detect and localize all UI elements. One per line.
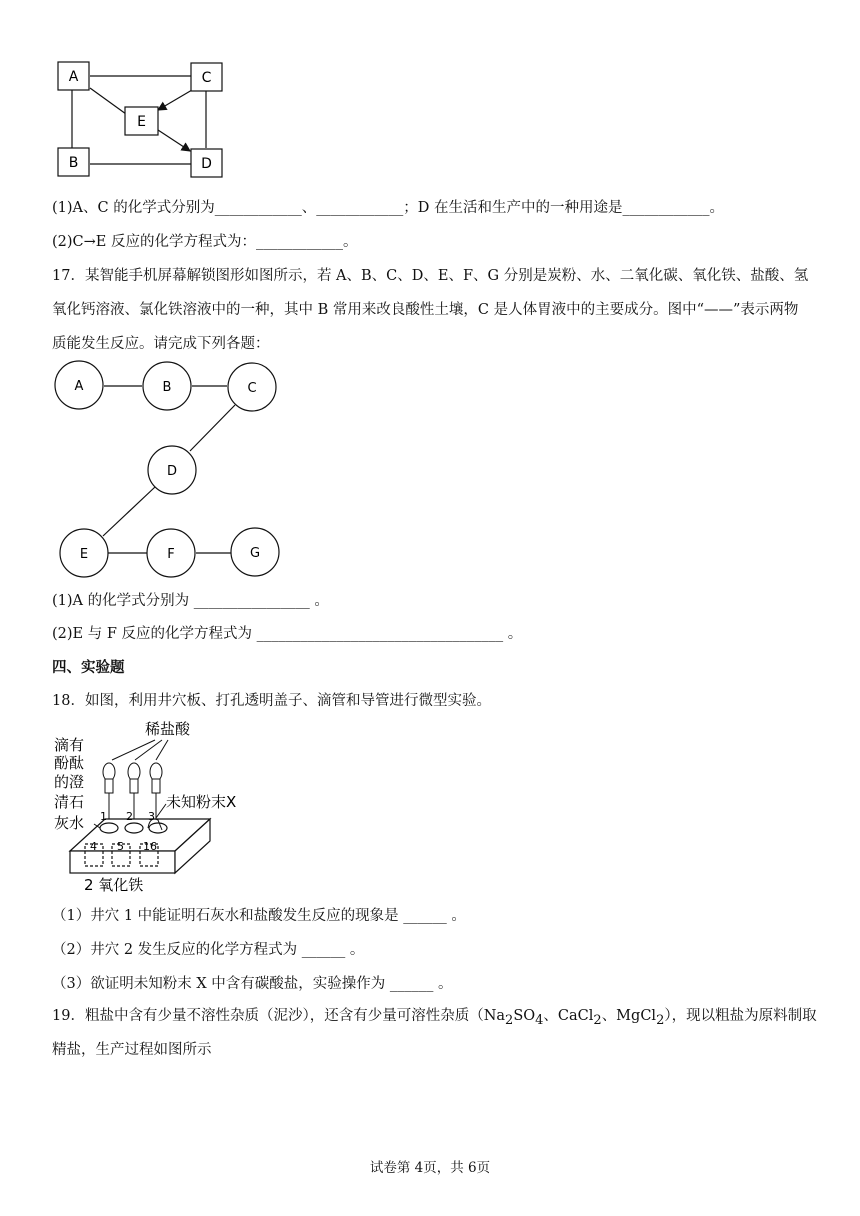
- pattern-node-e: [60, 529, 108, 577]
- pattern-node-c: [228, 363, 276, 411]
- svg-text:E: E: [79, 547, 89, 562]
- q17-part1: (1)A 的化学式分别为 ________________ 。: [52, 593, 329, 609]
- svg-text:D: D: [166, 464, 178, 479]
- svg-text:滴有: 滴有: [54, 736, 85, 754]
- svg-text:的澄: 的澄: [54, 773, 85, 791]
- pattern-node-a: [55, 361, 103, 409]
- oxide-label: 2 氧化铁: [84, 876, 144, 894]
- svg-text:A: A: [74, 379, 84, 394]
- svg-text:酚酞: 酚酞: [54, 754, 85, 772]
- svg-text:B: B: [162, 380, 172, 395]
- svg-text:1: 1: [100, 810, 107, 823]
- node-d: [191, 149, 222, 177]
- q18-part3: （3）欲证明未知粉末 X 中含有碳酸盐，实验操作为 ______ 。: [52, 976, 453, 992]
- q16-part2: (2)C→E 反应的化学方程式为：____________。: [52, 234, 358, 250]
- node-a: [58, 62, 89, 90]
- acid-label: 稀盐酸: [145, 720, 191, 738]
- diagram-abced: [50, 58, 240, 182]
- q16-part1: (1)A、C 的化学式分别为____________、____________；D 在生活和生产中的一种用途是____________。: [52, 200, 724, 216]
- q19-line1: 19．粗盐中含有少量不溶性杂质（泥沙），还含有少量可溶性杂质（$Na_2SO_4$、CaCl$_2$、MgCl$_2$），现以粗盐为原料制取: [52, 1008, 817, 1028]
- q18-part2: （2）井穴 2 发生反应的化学方程式为 ______ 。: [52, 942, 365, 958]
- q19-line2: 精盐，生产过程如图所示: [52, 1042, 212, 1058]
- node-c: [191, 63, 222, 91]
- svg-text:清石: 清石: [54, 793, 85, 811]
- node-b: [58, 148, 89, 176]
- svg-text:D: D: [201, 156, 212, 172]
- svg-text:A: A: [68, 69, 79, 85]
- pattern-node-b: [143, 362, 191, 410]
- svg-text:B: B: [68, 155, 79, 171]
- svg-text:5: 5: [117, 840, 124, 853]
- svg-text:C: C: [247, 381, 257, 396]
- limewater-label: [54, 736, 84, 832]
- q17-stem: 17．某智能手机屏幕解锁图形如图所示，若 A、B、C、D、E、F、G 分别是炭粉、水、二氧化碳、氧化铁、盐酸、氢氧化钙溶液、氯化铁溶液中的一种，其中 B 常用来改良酸性土壤，C 是人体胃液中的主要成分。图中“——”表示两物质能发生反应。请完成下列各题：: [52, 268, 809, 352]
- pattern-node-g: [231, 528, 279, 576]
- svg-text:灰水: 灰水: [54, 814, 85, 832]
- page-footer: 试卷第 4页，共 6页: [369, 1160, 491, 1176]
- svg-text:F: F: [167, 547, 175, 562]
- svg-text:3: 3: [148, 810, 155, 823]
- svg-text:E: E: [137, 114, 146, 130]
- pattern-node-f: [147, 529, 195, 577]
- svg-text:16: 16: [143, 840, 157, 853]
- q18-stem: 18．如图，利用井穴板、打孔透明盖子、滴管和导管进行微型实验。: [52, 693, 491, 709]
- svg-text:2: 2: [126, 810, 133, 823]
- section-heading: 四、实验题: [52, 659, 125, 676]
- q18-part1: （1）井穴 1 中能证明石灰水和盐酸发生反应的现象是 ______ 。: [52, 908, 466, 924]
- svg-text:G: G: [249, 546, 261, 561]
- pattern-node-d: [148, 446, 196, 494]
- svg-text:4: 4: [90, 840, 97, 853]
- q17-part2: (2)E 与 F 反应的化学方程式为 __________________________________ 。: [52, 626, 523, 642]
- powder-label: 未知粉末X: [166, 793, 237, 811]
- well-plate-figure: [50, 716, 280, 896]
- unlock-pattern-diagram: [50, 358, 290, 588]
- node-e: [125, 107, 158, 135]
- svg-text:C: C: [201, 70, 212, 86]
